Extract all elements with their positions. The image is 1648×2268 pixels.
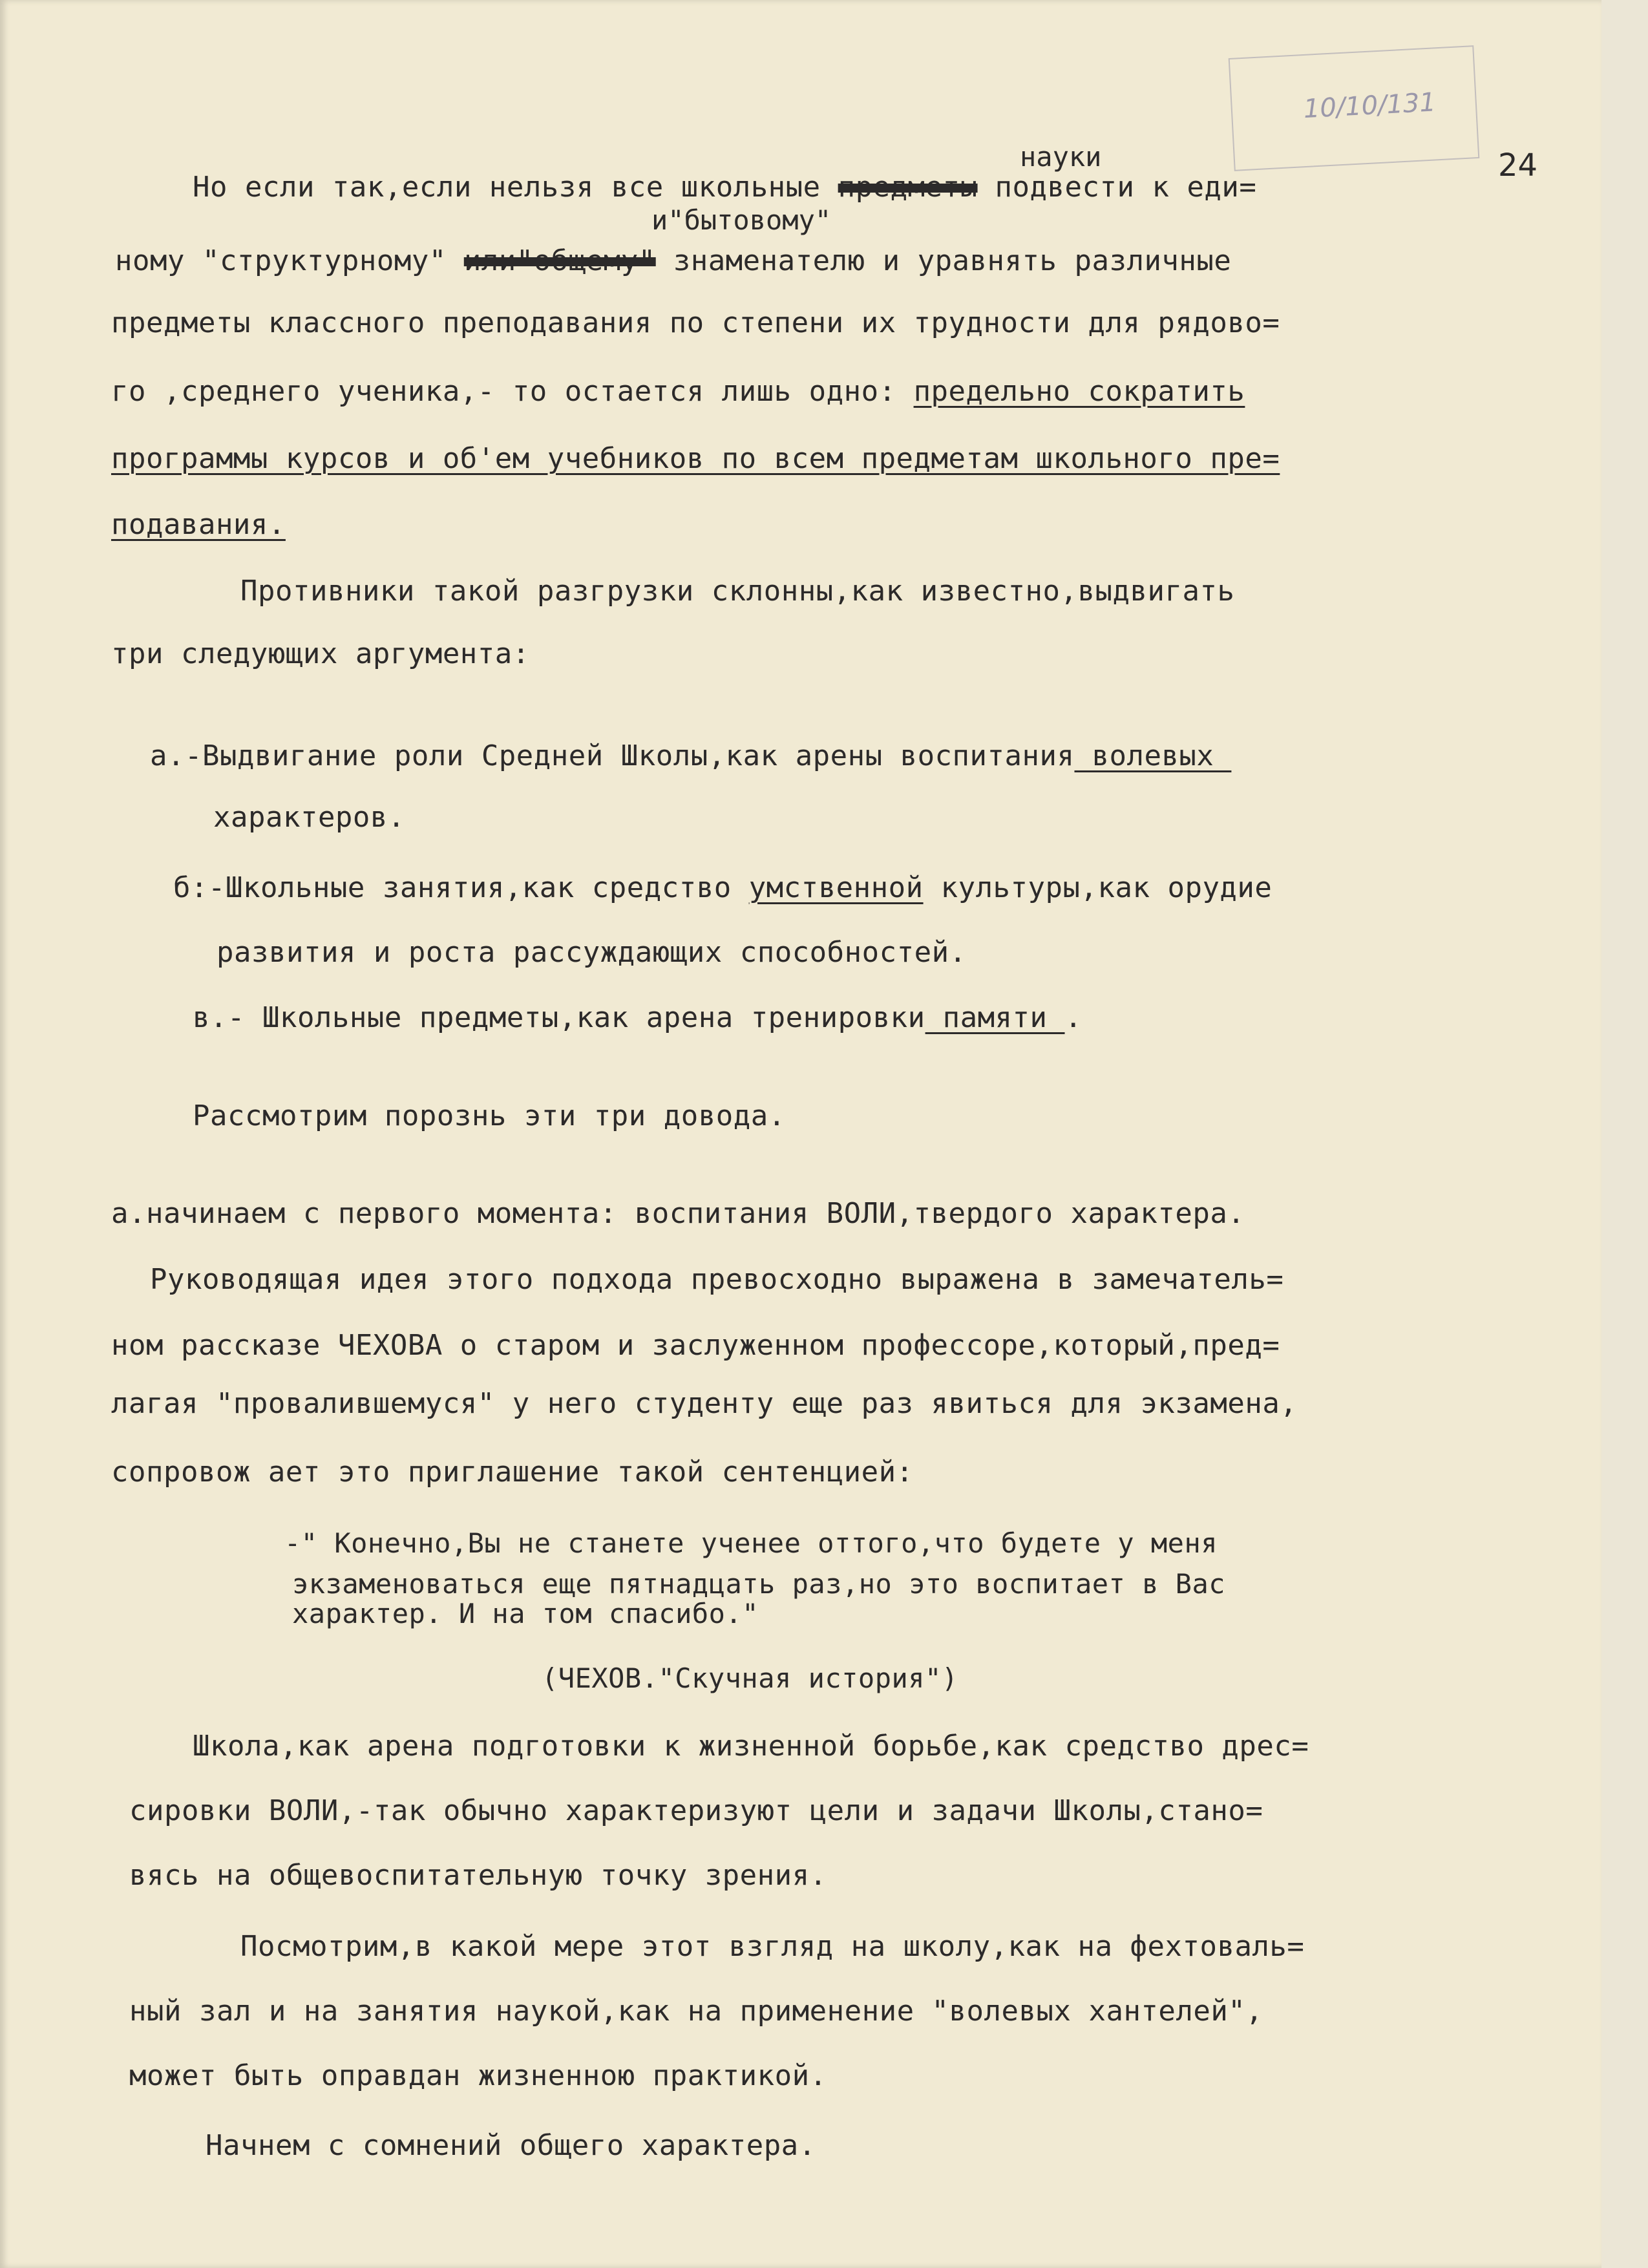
text-line-19: ный зал и на занятия наукой,как на применение "волевых хантелей",	[129, 1995, 1263, 2028]
scanner-background	[1601, 0, 1648, 2268]
text-line-15: Школа,как арена подготовки к жизненной борьбе,как средство дрес=	[193, 1730, 1309, 1763]
argument-b-line-2: развития и роста рассуждающих способностей.	[217, 936, 967, 969]
text-line-9: Рассмотрим порознь эти три довода.	[193, 1099, 786, 1132]
argument-b-line-1: б:-Школьные занятия,как средство умственной культуры,как орудие	[173, 871, 1273, 904]
text-line-1: Но если так,если нельзя все школьные предметы подвести к еди=	[193, 171, 1257, 204]
page-number: 24	[1498, 147, 1538, 184]
text-line-14: сопровож ает это приглашение такой сентенцией:	[111, 1456, 914, 1489]
quote-line-2: экзаменоваться еще пятнадцать раз,но это воспитает в Вас	[292, 1568, 1226, 1600]
text-line-5: программы курсов и об'ем учебников по всем предметам школьного пре=	[111, 442, 1280, 475]
text-line-11: Руководящая идея этого подхода превосходно выражена в замечатель=	[150, 1263, 1284, 1296]
handwritten-insert-nauki: науки	[1020, 141, 1102, 173]
text-line-20: может быть оправдан жизненною практикой.	[129, 2059, 827, 2092]
quote-citation: (ЧЕХОВ."Скучная история")	[542, 1662, 958, 1694]
text-line-10: а.начинаем с первого момента: воспитания ВОЛИ,твердого характера.	[111, 1197, 1245, 1230]
text-line-16: сировки ВОЛИ,-так обычно характеризуют цели и задачи Школы,стано=	[129, 1794, 1263, 1827]
stamp-text: 10/10/131	[1302, 87, 1437, 125]
underlined-word: памяти	[925, 1001, 1065, 1034]
struck-phrase: или"общему"	[463, 244, 656, 277]
struck-word: предметы	[838, 171, 978, 204]
underlined-phrase: предельно сократить	[913, 375, 1245, 408]
text-line-17: вясь на общевоспитательную точку зрения.	[129, 1859, 827, 1892]
text-line-6: подавания.	[111, 508, 286, 541]
text-line-2: ному "структурному" или"общему" знаменателю и уравнять различные	[115, 244, 1232, 277]
archive-stamp	[1229, 45, 1480, 171]
text-line-3: предметы классного преподавания по степени их трудности для рядово=	[111, 306, 1280, 339]
argument-a-line-2: характеров.	[213, 801, 405, 834]
text-line-13: лагая "провалившемуся" у него студенту еще раз явиться для экзамена,	[111, 1387, 1298, 1420]
underlined-word: умственной	[748, 871, 924, 904]
text-line-7: Противники такой разгрузки склонны,как известно,выдвигать	[240, 575, 1235, 608]
text-line-21: Начнем с сомнений общего характера.	[206, 2129, 816, 2162]
text-line-12: ном рассказе ЧЕХОВА о старом и заслуженном профессоре,который,пред=	[111, 1329, 1280, 1362]
quote-line-3: характер. И на том спасибо."	[292, 1598, 759, 1629]
handwritten-insert-bytovomu: и"бытовому"	[651, 204, 832, 236]
argument-v-line-1: в.- Школьные предметы,как арена тренировки памяти .	[193, 1001, 1083, 1034]
argument-a-line-1: а.-Выдвигание роли Средней Школы,как арены воспитания волевых	[150, 739, 1232, 772]
text-line-8: три следующих аргумента:	[111, 637, 530, 670]
text-line-18: Посмотрим,в какой мере этот взгляд на школу,как на фехтоваль=	[240, 1930, 1305, 1963]
underlined-word: волевых	[1074, 739, 1232, 772]
quote-line-1: -" Конечно,Вы не станете ученее оттого,что будете у меня	[284, 1527, 1218, 1559]
text-line-4: го ,среднего ученика,- то остается лишь одно: предельно сократить	[111, 375, 1245, 408]
